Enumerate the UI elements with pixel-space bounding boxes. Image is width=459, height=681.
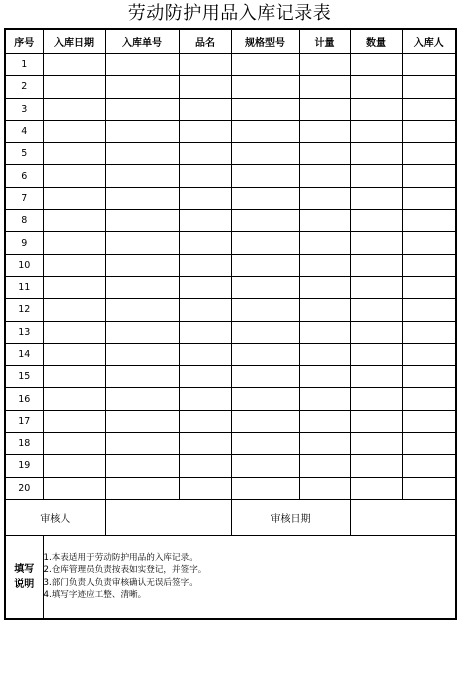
- table-row: [5, 410, 456, 432]
- table-row: [5, 343, 456, 365]
- table-cell[interactable]: [231, 76, 299, 98]
- note-item-4: 4.填写字迹应工整、清晰。: [43, 590, 147, 601]
- table-cell[interactable]: [105, 232, 179, 254]
- table-cell[interactable]: [299, 210, 350, 232]
- table-cell[interactable]: [179, 321, 231, 343]
- reviewer-signature-cell[interactable]: [105, 499, 231, 535]
- table-row: [5, 98, 456, 120]
- table-cell[interactable]: [179, 210, 231, 232]
- table-cell[interactable]: [402, 76, 456, 98]
- table-cell[interactable]: [350, 343, 402, 365]
- table-cell[interactable]: [299, 254, 350, 276]
- row-index: 4: [5, 120, 43, 142]
- table-cell[interactable]: [350, 187, 402, 209]
- table-cell[interactable]: [43, 455, 105, 477]
- table-cell[interactable]: [179, 76, 231, 98]
- table-cell[interactable]: [105, 410, 179, 432]
- table-cell[interactable]: [231, 98, 299, 120]
- table-cell[interactable]: [299, 187, 350, 209]
- table-cell[interactable]: [43, 388, 105, 410]
- table-row: [5, 165, 456, 187]
- table-cell[interactable]: [43, 433, 105, 455]
- table-cell[interactable]: [179, 388, 231, 410]
- table-cell[interactable]: [179, 366, 231, 388]
- table-cell[interactable]: [43, 165, 105, 187]
- table-cell[interactable]: [299, 433, 350, 455]
- table-cell[interactable]: [231, 366, 299, 388]
- table-row: [5, 276, 456, 298]
- note-item-1: 1.本表适用于劳动防护用品的入库记录。: [43, 552, 198, 563]
- table-cell[interactable]: [105, 321, 179, 343]
- row-index: 8: [5, 210, 43, 232]
- table-cell[interactable]: [402, 120, 456, 142]
- col-header-unit: 计量: [299, 29, 350, 54]
- row-index: 15: [5, 366, 43, 388]
- table-cell[interactable]: [299, 299, 350, 321]
- table-cell[interactable]: [43, 276, 105, 298]
- notes-heading: [5, 535, 43, 619]
- table-cell[interactable]: [105, 210, 179, 232]
- table-cell[interactable]: [105, 143, 179, 165]
- table-cell[interactable]: [43, 143, 105, 165]
- notes-row: [5, 535, 456, 619]
- table-cell[interactable]: [43, 366, 105, 388]
- table-cell[interactable]: [43, 254, 105, 276]
- table-body: [5, 54, 456, 500]
- table-cell[interactable]: [43, 76, 105, 98]
- table-cell[interactable]: [231, 143, 299, 165]
- table-cell[interactable]: [350, 232, 402, 254]
- table-cell[interactable]: [43, 343, 105, 365]
- col-header-order-no: 入库单号: [105, 29, 179, 54]
- table-cell[interactable]: [43, 232, 105, 254]
- table-cell[interactable]: [105, 388, 179, 410]
- table-cell[interactable]: [231, 343, 299, 365]
- review-date-label: 审核日期: [231, 499, 350, 535]
- table-cell[interactable]: [402, 321, 456, 343]
- table-cell[interactable]: [299, 343, 350, 365]
- notes-content: [43, 535, 456, 619]
- table-cell[interactable]: [43, 187, 105, 209]
- table-cell[interactable]: [350, 299, 402, 321]
- table-cell[interactable]: [402, 477, 456, 499]
- table-cell[interactable]: [231, 299, 299, 321]
- table-cell[interactable]: [402, 98, 456, 120]
- table-cell[interactable]: [105, 455, 179, 477]
- table-cell[interactable]: [43, 210, 105, 232]
- row-index: 11: [5, 276, 43, 298]
- table-cell[interactable]: [299, 76, 350, 98]
- col-header-spec: 规格型号: [231, 29, 299, 54]
- table-cell[interactable]: [105, 76, 179, 98]
- table-cell[interactable]: [105, 343, 179, 365]
- table-cell[interactable]: [231, 254, 299, 276]
- table-cell[interactable]: [105, 187, 179, 209]
- table-cell[interactable]: [179, 276, 231, 298]
- table-cell[interactable]: [179, 143, 231, 165]
- col-header-date: 入库日期: [43, 29, 105, 54]
- col-header-index: 序号: [5, 29, 43, 54]
- table-cell[interactable]: [299, 321, 350, 343]
- row-index: 7: [5, 187, 43, 209]
- row-index: 10: [5, 254, 43, 276]
- notes-heading-line2: 说明: [14, 578, 35, 590]
- table-row: [5, 232, 456, 254]
- table-cell[interactable]: [350, 254, 402, 276]
- table-row: [5, 143, 456, 165]
- table-cell[interactable]: [402, 187, 456, 209]
- table-cell[interactable]: [402, 54, 456, 76]
- header-row: [5, 29, 456, 54]
- table-row: [5, 210, 456, 232]
- table-cell[interactable]: [350, 321, 402, 343]
- row-index: 16: [5, 388, 43, 410]
- table-cell[interactable]: [43, 477, 105, 499]
- table-cell[interactable]: [231, 276, 299, 298]
- row-index: 18: [5, 433, 43, 455]
- col-header-receiver: 入库人: [402, 29, 456, 54]
- table-cell[interactable]: [350, 98, 402, 120]
- table-cell[interactable]: [231, 433, 299, 455]
- table-cell[interactable]: [105, 98, 179, 120]
- table-cell[interactable]: [105, 165, 179, 187]
- row-index: 19: [5, 455, 43, 477]
- table-row: [5, 187, 456, 209]
- table-cell[interactable]: [299, 477, 350, 499]
- row-index: 5: [5, 143, 43, 165]
- table-cell[interactable]: [350, 410, 402, 432]
- table-row: [5, 321, 456, 343]
- table-cell[interactable]: [402, 343, 456, 365]
- table-cell[interactable]: [231, 120, 299, 142]
- note-item-3: 3.部门负责人负责审核确认无误后签字。: [43, 577, 198, 588]
- table-cell[interactable]: [299, 98, 350, 120]
- table-cell[interactable]: [402, 299, 456, 321]
- row-index: 12: [5, 299, 43, 321]
- table-cell[interactable]: [299, 410, 350, 432]
- table-cell[interactable]: [231, 321, 299, 343]
- table-row: [5, 54, 456, 76]
- table-cell[interactable]: [231, 54, 299, 76]
- table-cell[interactable]: [179, 120, 231, 142]
- row-index: 14: [5, 343, 43, 365]
- table-cell[interactable]: [179, 433, 231, 455]
- table-cell[interactable]: [105, 366, 179, 388]
- table-cell[interactable]: [299, 232, 350, 254]
- table-cell[interactable]: [402, 433, 456, 455]
- table-cell[interactable]: [350, 54, 402, 76]
- table-row: [5, 366, 456, 388]
- table-cell[interactable]: [105, 254, 179, 276]
- table-cell[interactable]: [105, 120, 179, 142]
- table-cell[interactable]: [299, 388, 350, 410]
- row-index: 2: [5, 76, 43, 98]
- table-cell[interactable]: [350, 76, 402, 98]
- table-cell[interactable]: [105, 54, 179, 76]
- table-cell[interactable]: [402, 143, 456, 165]
- table-cell[interactable]: [402, 388, 456, 410]
- table-row: [5, 455, 456, 477]
- table-cell[interactable]: [105, 433, 179, 455]
- table-cell[interactable]: [43, 321, 105, 343]
- table-cell[interactable]: [350, 477, 402, 499]
- table-cell[interactable]: [350, 143, 402, 165]
- table-cell[interactable]: [231, 410, 299, 432]
- table-cell[interactable]: [231, 210, 299, 232]
- table-cell[interactable]: [231, 455, 299, 477]
- row-index: 17: [5, 410, 43, 432]
- table-row: [5, 388, 456, 410]
- table-cell[interactable]: [350, 455, 402, 477]
- table-row: [5, 254, 456, 276]
- review-date-cell[interactable]: [350, 499, 456, 535]
- table-cell[interactable]: [179, 343, 231, 365]
- table-cell[interactable]: [299, 455, 350, 477]
- table-cell[interactable]: [179, 98, 231, 120]
- table-row: [5, 120, 456, 142]
- table-cell[interactable]: [350, 210, 402, 232]
- table-cell[interactable]: [105, 299, 179, 321]
- review-row: [5, 499, 456, 535]
- table-cell[interactable]: [402, 410, 456, 432]
- table-cell[interactable]: [179, 54, 231, 76]
- page-title: 劳动防护用品入库记录表: [127, 3, 332, 24]
- table-row: [5, 433, 456, 455]
- table-cell[interactable]: [43, 98, 105, 120]
- notes-heading-line1: 填写: [14, 563, 35, 575]
- table-cell[interactable]: [179, 299, 231, 321]
- table-cell[interactable]: [402, 366, 456, 388]
- table-cell[interactable]: [350, 433, 402, 455]
- reviewer-label: 审核人: [5, 499, 105, 535]
- table-cell[interactable]: [299, 276, 350, 298]
- table-row: [5, 477, 456, 499]
- row-index: 6: [5, 165, 43, 187]
- table-row: [5, 76, 456, 98]
- table-cell[interactable]: [179, 254, 231, 276]
- note-item-2: 2.仓库管理员负责按表如实登记，并签字。: [43, 565, 207, 576]
- table-cell[interactable]: [179, 477, 231, 499]
- table-cell[interactable]: [350, 276, 402, 298]
- row-index: 13: [5, 321, 43, 343]
- table-cell[interactable]: [43, 120, 105, 142]
- table-cell[interactable]: [299, 165, 350, 187]
- table-cell[interactable]: [179, 410, 231, 432]
- table-cell[interactable]: [402, 165, 456, 187]
- table-cell[interactable]: [105, 276, 179, 298]
- table-cell[interactable]: [299, 54, 350, 76]
- table-row: [5, 299, 456, 321]
- inbound-record-table: [4, 28, 457, 620]
- table-cell[interactable]: [231, 477, 299, 499]
- col-header-item-name: 品名: [179, 29, 231, 54]
- table-cell[interactable]: [43, 410, 105, 432]
- table-cell[interactable]: [43, 299, 105, 321]
- col-header-quantity: 数量: [350, 29, 402, 54]
- table-cell[interactable]: [402, 276, 456, 298]
- table-cell[interactable]: [402, 232, 456, 254]
- table-cell[interactable]: [43, 54, 105, 76]
- table-cell[interactable]: [350, 388, 402, 410]
- row-index: 3: [5, 98, 43, 120]
- row-index: 20: [5, 477, 43, 499]
- table-cell[interactable]: [105, 477, 179, 499]
- table-cell[interactable]: [350, 120, 402, 142]
- table-cell[interactable]: [402, 455, 456, 477]
- table-cell[interactable]: [299, 120, 350, 142]
- table-cell[interactable]: [231, 232, 299, 254]
- table-cell[interactable]: [402, 210, 456, 232]
- table-cell[interactable]: [231, 165, 299, 187]
- table-cell[interactable]: [402, 254, 456, 276]
- table-cell[interactable]: [179, 165, 231, 187]
- row-index: 9: [5, 232, 43, 254]
- table-cell[interactable]: [179, 455, 231, 477]
- row-index: 1: [5, 54, 43, 76]
- table-cell[interactable]: [350, 366, 402, 388]
- table-cell[interactable]: [179, 187, 231, 209]
- table-cell[interactable]: [299, 366, 350, 388]
- table-cell[interactable]: [231, 187, 299, 209]
- table-cell[interactable]: [299, 143, 350, 165]
- table-cell[interactable]: [179, 232, 231, 254]
- table-cell[interactable]: [231, 388, 299, 410]
- table-cell[interactable]: [350, 165, 402, 187]
